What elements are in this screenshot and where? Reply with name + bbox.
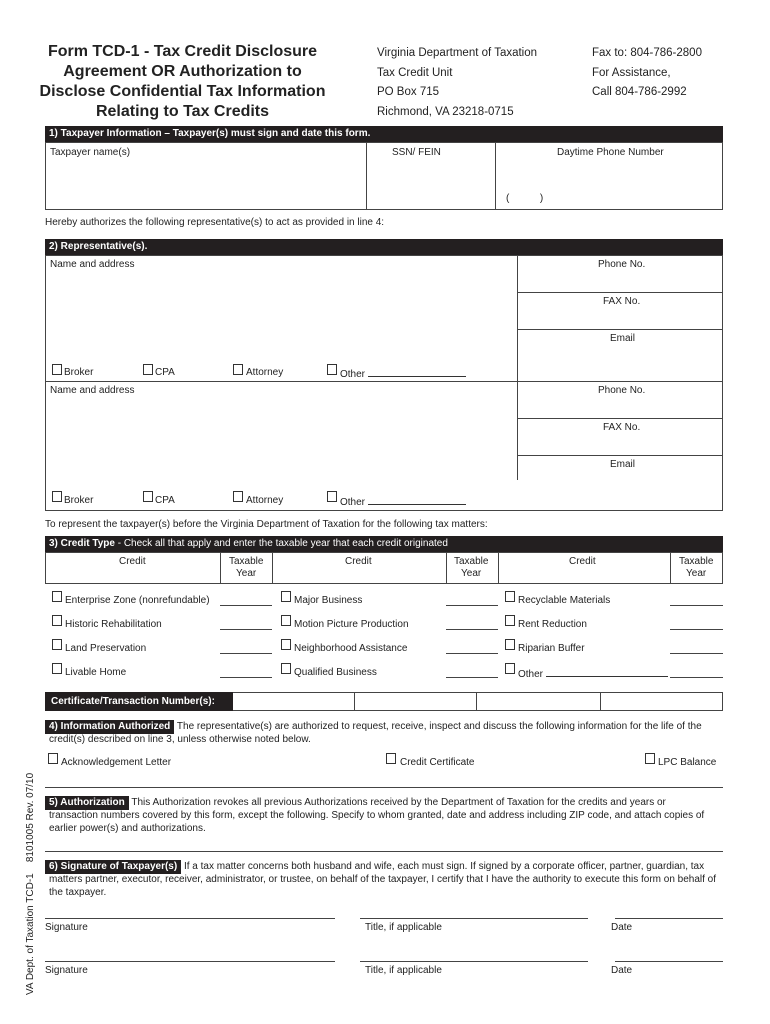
checkbox-label: Other [340,497,366,508]
divider [45,381,723,382]
rep2-cpa-checkbox[interactable] [143,491,153,502]
checkbox-label: LPC Balance [658,757,717,768]
year-field[interactable] [446,605,498,606]
rep1-phone-field[interactable]: Phone No. [598,259,646,270]
hereby-text: Hereby authorizes the following representative(s) to act as provided in line 4: [45,217,385,228]
fax-number: Fax to: 804-786-2800 [592,47,702,59]
credit-label: Livable Home [65,667,127,678]
credit-label: Neighborhood Assistance [294,643,408,654]
checkbox-label: CPA [155,367,175,378]
address-line-3: PO Box 715 [377,86,440,98]
rep1-name-address-field[interactable]: Name and address [50,259,135,270]
section4-text-1: The representative(s) are authorized to request, receive, inspect and discuss the following information for the life of the [176,721,702,732]
department-address [377,44,537,122]
col-credit-2: Credit [345,556,372,567]
date-line-1[interactable] [615,918,723,919]
checkbox-label: Broker [64,495,94,506]
section5-block [45,796,735,835]
form-title [30,42,335,122]
rep1-fax-field[interactable]: FAX No. [603,296,641,307]
year-field[interactable] [220,605,272,606]
credit-label: Enterprise Zone (nonrefundable) [65,595,210,606]
title-label: Title, if applicable [365,922,442,933]
divider [45,851,723,852]
section3-title: 3) Credit Type [49,538,115,549]
credit-other-line[interactable] [546,667,668,677]
acknowledgement-letter-checkbox[interactable] [48,753,58,764]
credit-label: Motion Picture Production [294,619,409,630]
divider [446,552,447,584]
divider [495,142,496,210]
credit-label: Qualified Business [294,667,377,678]
address-line-4: Richmond, VA 23218-0715 [377,105,514,118]
credit-label: Historic Rehabilitation [65,619,162,630]
section5-text-2: transaction numbers covered by this form, except the following. Specify to whom granted, date and address including ZIP code, and attach copies of [49,810,705,821]
year-field[interactable] [220,629,272,630]
year-field[interactable] [220,677,272,678]
year-field[interactable] [670,629,723,630]
address-line-1: Virginia Department of Taxation [377,47,538,59]
section6-block [45,860,735,899]
contact-info [592,44,702,103]
neighborhood-assistance-checkbox[interactable] [281,639,291,650]
representative-box [45,255,723,511]
motion-picture-checkbox[interactable] [281,615,291,626]
rep1-email-field[interactable]: Email [610,333,636,344]
rep1-attorney-checkbox[interactable] [233,364,243,375]
certificate-number-field[interactable] [234,693,354,710]
signature-label: Signature [45,965,88,976]
section5-header: 5) Authorization [45,796,129,810]
section6-text-2: matters partner, executor, receiver, administrator, or trustee, on behalf of the taxpayer, I certify that I have the authority to execute this form on behalf of [49,874,717,885]
divider [498,552,499,584]
year-field[interactable] [670,653,723,654]
certificate-number-field[interactable] [601,693,722,710]
divider [517,255,518,381]
credit-label: Recyclable Materials [518,595,611,606]
divider [517,381,518,480]
form-revision-text: VA Dept. of Taxation TCD-1 8101005 Rev. 07/10 [25,772,36,995]
enterprise-zone-checkbox[interactable] [52,591,62,602]
col-year-2: Year [461,568,482,579]
rep2-fax-field[interactable]: FAX No. [603,422,641,433]
section6-header: 6) Signature of Taxpayer(s) [45,860,181,874]
section3-header [45,536,723,552]
assistance-label: For Assistance, [592,66,671,79]
other-option [340,495,466,508]
date-label: Date [611,965,633,976]
rep1-cpa-checkbox[interactable] [143,364,153,375]
year-field[interactable] [670,677,723,678]
checkbox-label: Acknowledgement Letter [61,757,172,768]
section6-text-3: the taxpayer. [49,886,107,898]
signature-line-2[interactable] [45,961,335,962]
checkbox-label: Attorney [246,367,284,378]
divider [366,142,367,210]
credit-label: Rent Reduction [518,619,587,630]
other-credit-option [518,667,668,680]
major-business-checkbox[interactable] [281,591,291,602]
divider [517,418,723,419]
taxpayer-names-field[interactable]: Taxpayer name(s) [50,147,131,158]
title-line-2: Agreement OR Authorization to [63,63,302,80]
qualified-business-checkbox[interactable] [281,663,291,674]
divider [220,552,221,584]
section2-header: 2) Representative(s). [45,239,723,255]
rep2-other-line[interactable] [368,495,466,505]
year-field[interactable] [220,653,272,654]
col-taxable-1: Taxable [229,556,264,567]
rep2-other-checkbox[interactable] [327,491,337,502]
credit-certificate-checkbox[interactable] [386,753,396,764]
credit-header-box [45,552,723,584]
credit-label: Land Preservation [65,643,147,654]
rep1-other-checkbox[interactable] [327,364,337,375]
col-taxable-3: Taxable [679,556,714,567]
year-field[interactable] [446,677,498,678]
rep1-broker-checkbox[interactable] [52,364,62,375]
represent-text: To represent the taxpayer(s) before the Virginia Department of Taxation for the following tax matters: [45,519,488,530]
year-field[interactable] [446,629,498,630]
section4-text-2: credit(s) described on line 3, unless otherwise noted below. [49,734,311,745]
assistance-phone: Call 804-786-2992 [592,86,687,98]
title-line-4: Relating to Tax Credits [95,103,270,120]
riparian-buffer-checkbox[interactable] [505,639,515,650]
credit-label: Riparian Buffer [518,643,585,654]
divider [517,292,723,293]
title-line-1: Form TCD-1 - Tax Credit Disclosure [47,43,318,60]
rep1-other-line[interactable] [368,367,466,377]
section1-header: 1) Taxpayer Information – Taxpayer(s) must sign and date this form. [45,126,723,142]
section3-subtitle: - Check all that apply and enter the taxable year that each credit originated [114,538,448,549]
rep2-name-address-field[interactable]: Name and address [50,385,135,396]
col-credit-3: Credit [569,556,596,567]
ssn-fein-field[interactable]: SSN/ FEIN [392,147,441,158]
checkbox-label: CPA [155,495,175,506]
col-year-1: Year [236,568,257,579]
address-line-2: Tax Credit Unit [377,66,453,79]
date-line-2[interactable] [615,961,723,962]
rep2-attorney-checkbox[interactable] [233,491,243,502]
livable-home-checkbox[interactable] [52,663,62,674]
col-taxable-2: Taxable [454,556,489,567]
credit-label: Major Business [294,595,363,606]
year-field[interactable] [670,605,723,606]
section5-text-3: earlier power(s) and authorizations. [49,822,206,834]
date-label: Date [611,922,633,933]
checkbox-label: Broker [64,367,94,378]
certificate-number-field[interactable] [355,693,476,710]
lpc-balance-checkbox[interactable] [645,753,655,764]
signature-label: Signature [45,922,88,933]
certificate-number-field[interactable] [477,693,600,710]
recyclable-materials-checkbox[interactable] [505,591,515,602]
year-field[interactable] [446,653,498,654]
other-option [340,367,466,380]
phone-parens: ( ) [506,193,544,204]
certificate-label: Certificate/Transaction Number(s): [45,692,233,711]
checkbox-label: Credit Certificate [400,757,475,768]
title-line-2[interactable] [360,961,588,962]
rep2-broker-checkbox[interactable] [52,491,62,502]
title-line-3: Disclose Confidential Tax Information [39,83,326,100]
checkbox-label: Attorney [246,495,284,506]
rent-reduction-checkbox[interactable] [505,615,515,626]
historic-rehabilitation-checkbox[interactable] [52,615,62,626]
divider [272,552,273,584]
credit-other-checkbox[interactable] [505,663,515,674]
divider [517,455,723,456]
divider [670,552,671,584]
section6-text-1: If a tax matter concerns both husband and wife, each must sign. If signed by a corporate officer, partner, guardian, tax [183,861,705,872]
credit-label: Other [518,669,544,680]
divider [517,329,723,330]
section5-text-1: This Authorization revokes all previous Authorizations received by the Department of Taxation for the credits and years or [131,797,666,808]
title-line-1[interactable] [360,918,588,919]
rep2-email-field[interactable]: Email [610,459,636,470]
rep2-phone-field[interactable]: Phone No. [598,385,646,396]
col-credit-1: Credit [119,556,146,567]
checkbox-label: Other [340,369,366,380]
section4-header: 4) Information Authorized [45,720,174,734]
land-preservation-checkbox[interactable] [52,639,62,650]
section4-block [45,720,735,747]
signature-line-1[interactable] [45,918,335,919]
title-label: Title, if applicable [365,965,442,976]
col-year-3: Year [686,568,707,579]
daytime-phone-field[interactable]: Daytime Phone Number [557,147,664,158]
divider [45,787,723,788]
